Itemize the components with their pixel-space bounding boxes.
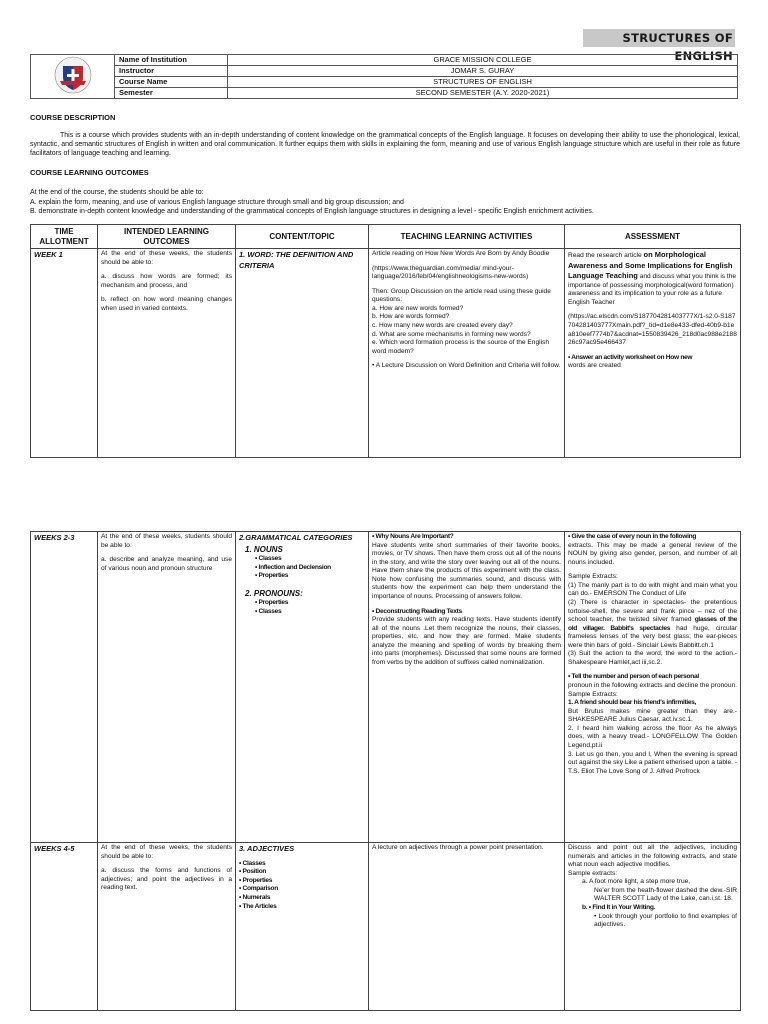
activity-text: Provide students with any reading texts. Have students identify all of the nouns .Let them recognize the nouns, their classes, properties, etc. and how they are formed. Make students analyze the meaning and spelling of words by breaking them into parts (morphemes). Discussed that some nouns are formed from verbs by the addition of suffixes called nominalization.: [372, 616, 561, 666]
learning-outcome-b: B. demonstrate in-depth content knowledge and understanding of the grammatical concepts of English language structures in designing a level - specific English enrichment activities.: [30, 208, 594, 215]
course-description-heading: COURSE DESCRIPTION: [30, 113, 116, 122]
assessment-text: extracts. This may be made a general review of the NOUN by giving also gender, person, and number of all nouns included.: [568, 541, 737, 566]
info-label: Course Name: [115, 77, 228, 88]
topic-title: 3. ADJECTIVES: [239, 844, 295, 853]
guide-question: d. What are some mechanisms in forming new words?: [372, 330, 531, 338]
college-logo: [31, 55, 115, 99]
sample-label: Sample Extracts:: [568, 573, 618, 581]
info-value: JOMAR S. GURAY: [228, 66, 738, 77]
activity-heading: • Why Nouns Are Important?: [372, 533, 454, 540]
column-header-outcomes: INTENDED LEARNING OUTCOMES: [98, 225, 236, 249]
course-title-banner: STRUCTURES OF ENGLISH: [583, 29, 735, 47]
info-label: Instructor: [115, 66, 228, 77]
course-info-table: [30, 54, 738, 99]
column-header-activities: TEACHING LEARNING ACTIVITIES: [369, 225, 565, 249]
week-label: WEEKS 2-3: [34, 533, 75, 542]
subtopic-item: • Classes: [255, 555, 282, 563]
activity-text: Have students write short summaries of their favorite books, movies, or TV shows. Then have them cross out all of the nouns in the story, and write the story over leaving out all of the nouns. Have them share the products of this experiment with the class. Note how confusing the summaries sound, and discuss with students how the experiment can help them understand the importance of nouns. Processing of answers follow.: [372, 541, 561, 600]
assessment-heading: • Tell the number and person of each personal: [568, 673, 699, 681]
table-row: [31, 532, 741, 843]
course-description-text: This is a course which provides students with an in-depth understanding of content knowledge on the grammatical concepts of the English language. It focuses on developing their ability to use the phonological, lexical, syntactic, and semantic structures of English in written and oral communication. It further equips them with skills in explaining the form, meaning and use of various English language structure which are useful in their role as future facilitators of language teaching and learning.: [30, 132, 740, 158]
subtopic-item: • Inflection and Declension: [255, 563, 331, 571]
activity-text: A lecture on adjectives through a power point presentation.: [372, 844, 544, 851]
learning-outcomes-intro: At the end of the course, the students should be able to:: [30, 189, 204, 196]
subtopic-nouns: 1. NOUNS: [245, 544, 283, 554]
subtopic-item: • The Articles: [239, 902, 277, 910]
sample-extract: (1) The manly part is to do with might and main what you can do.- EMERSON The Conduct of Life: [568, 581, 737, 598]
column-header-content: CONTENT/TOPIC: [236, 225, 369, 249]
sample-extract: 2. I heard him walking across the floor As he always does, with a heavy tread.- LONGFELLOW The Golden Legend,pt.ii: [568, 724, 737, 749]
sample-extract: (2) There is character in spectacles- the pretentious tortoise-shell, the severe and frank pince – nez of the school teacher, the twisted silver framed glasses of the old villager. Babbit's spectacles had huge, circular frameless lenses of the very best glass; the ear-pieces were thin bars of gold.- Sinclair Lewis Babbitt.ch.1: [568, 598, 738, 649]
syllabus-table-1: [30, 224, 741, 458]
assessment-text: pronoun in the following extracts and decline the pronoun.: [568, 682, 737, 689]
activity-text: Then: Group Discussion on the article read using these guide questions:: [372, 287, 551, 304]
activity-text: Article reading on How New Words Are Born by Andy Boodie: [372, 250, 550, 257]
sample-extract: 1. A friend should bear his friend's infirmities,: [568, 699, 697, 707]
info-value: STRUCTURES OF ENGLISH: [228, 77, 738, 88]
guide-question: a. How are new words formed?: [372, 304, 464, 312]
subtopic-item: • Properties: [255, 599, 289, 607]
subtopic-item: • Classes: [255, 607, 282, 615]
guide-question: e. Which word formation process is the source of the English word modem?: [372, 339, 550, 355]
sample-extract: But Brutus makes mine greater than they are.- SHAKESPEARE Julius Caesar, act.iv.sc.1.: [568, 707, 737, 724]
syllabus-table-2: [30, 531, 741, 1011]
week-label: WEEKS 4-5: [34, 844, 75, 853]
table-row: [31, 843, 741, 1011]
sample-label: Sample extracts:: [568, 869, 618, 877]
shield-logo-icon: [53, 55, 93, 95]
ilo-intro: At the end of these weeks, the students should be able to:: [101, 250, 232, 266]
assessment-heading: • Give the case of every noun in the following: [568, 533, 697, 540]
guide-question: c. How many new words are created every day?: [372, 321, 513, 329]
column-header-time: TIME ALLOTMENT: [31, 225, 98, 249]
assessment-task: b. • Find It in Your Writing.: [582, 903, 656, 911]
table-row: [31, 249, 741, 458]
info-value: SECOND SEMESTER (A.Y. 2020-2021): [228, 88, 738, 99]
subtopic-item: • Classes: [239, 859, 266, 867]
assessment-text: Read the research article on Morphological Awareness and Some Implications for English Language Teaching and discuss what you think is the importance of possessing morphological(word formation) awareness and its implication to your role as a future English Teacher: [568, 250, 737, 306]
subtopic-item: • Properties: [239, 876, 273, 884]
sample-extract: Ne'er from the heath-flower dashed the dew.-SIR WALTER SCOTT Lady of the Lake, can.i,st. 18.: [594, 886, 737, 903]
subtopic-item: • Numerals: [239, 894, 271, 901]
ilo-item: a. discuss the forms and functions of adjectives; and point the adjectives in a reading text.: [101, 867, 232, 892]
topic-title: 2.GRAMMATICAL CATEGORIES: [239, 533, 353, 542]
guide-question: b. How are words formed?: [372, 313, 450, 321]
week-label: WEEK 1: [34, 250, 63, 259]
subtopic-pronouns: 2. PRONOUNS:: [245, 588, 303, 598]
activity-text: • A Lecture Discussion on Word Definition and Criteria will follow.: [372, 362, 561, 370]
subtopic-item: • Position: [239, 868, 267, 876]
learning-outcome-a: A. explain the form, meaning, and use of various English language structure through small and big group discussion; and: [30, 199, 404, 206]
learning-outcomes-heading: COURSE LEARNING OUTCOMES: [30, 168, 149, 177]
assessment-link: (https://ac.elscdn.com/S187704281403777X/1-s2.0-S187704281403777Xmain.pdf?_tid=d1e8e433-dfed-40b9-b1ea810eef7774b7&acdnat=1550839426_218d0ac988e218826c97ac95e466437: [568, 313, 737, 347]
table-header-row: [31, 225, 741, 249]
column-header-assessment: ASSESSMENT: [565, 225, 741, 249]
info-value: GRACE MISSION COLLEGE: [228, 55, 738, 66]
ilo-item: a. describe and analyze meaning, and use of various noun and pronoun structure: [101, 556, 232, 572]
sample-label: Sample Extracts:: [568, 690, 618, 698]
assessment-task-cont: • Look through your portfolio to find examples of adjectives.: [594, 912, 737, 929]
subtopic-item: • Comparison: [239, 885, 279, 893]
ilo-item: a. discuss how words are formed; its mechanism and process, and: [101, 273, 232, 289]
sample-extract: (3) Suit the action to the word, the word to the action.- Shakespeare Hamlet,act iii,sc.2.: [568, 650, 737, 666]
topic-title: 1. WORD: THE DEFINITION AND CRITERIA: [239, 250, 354, 270]
activity-heading: • Deconstructing Reading Texts: [372, 607, 462, 615]
ilo-intro: At the end of these weeks, the students should be able to:: [101, 844, 232, 860]
info-label: Semester: [115, 88, 228, 99]
subtopic-item: • Properties: [255, 572, 289, 580]
assessment-task: • Answer an activity worksheet on How new: [568, 353, 693, 361]
assessment-task-cont: words are created: [568, 362, 621, 370]
assessment-text: Discuss and point out all the adjectives, including numerals and articles in the following extracts, and state what noun each adjective modifies.: [568, 844, 737, 869]
ilo-intro: At the end of these weeks, students should be able to:: [101, 533, 232, 549]
info-label: Name of Institution: [115, 55, 228, 66]
sample-extract: 3. Let us go then, you and I, When the evening is spread out against the sky Like a patient etherised upon a table. -T.S. Eliot The Love Song of J. Alfred Profrock: [568, 750, 737, 775]
activity-link: (https://www.theguardian.com/media/ mind-your-language/2016/feb/04/englishneologisms-new-words): [372, 264, 529, 281]
ilo-item: b. reflect on how word meaning changes when used in varied contexts.: [101, 296, 232, 312]
sample-extract: a. A foot more light, a step more true,: [582, 878, 691, 886]
